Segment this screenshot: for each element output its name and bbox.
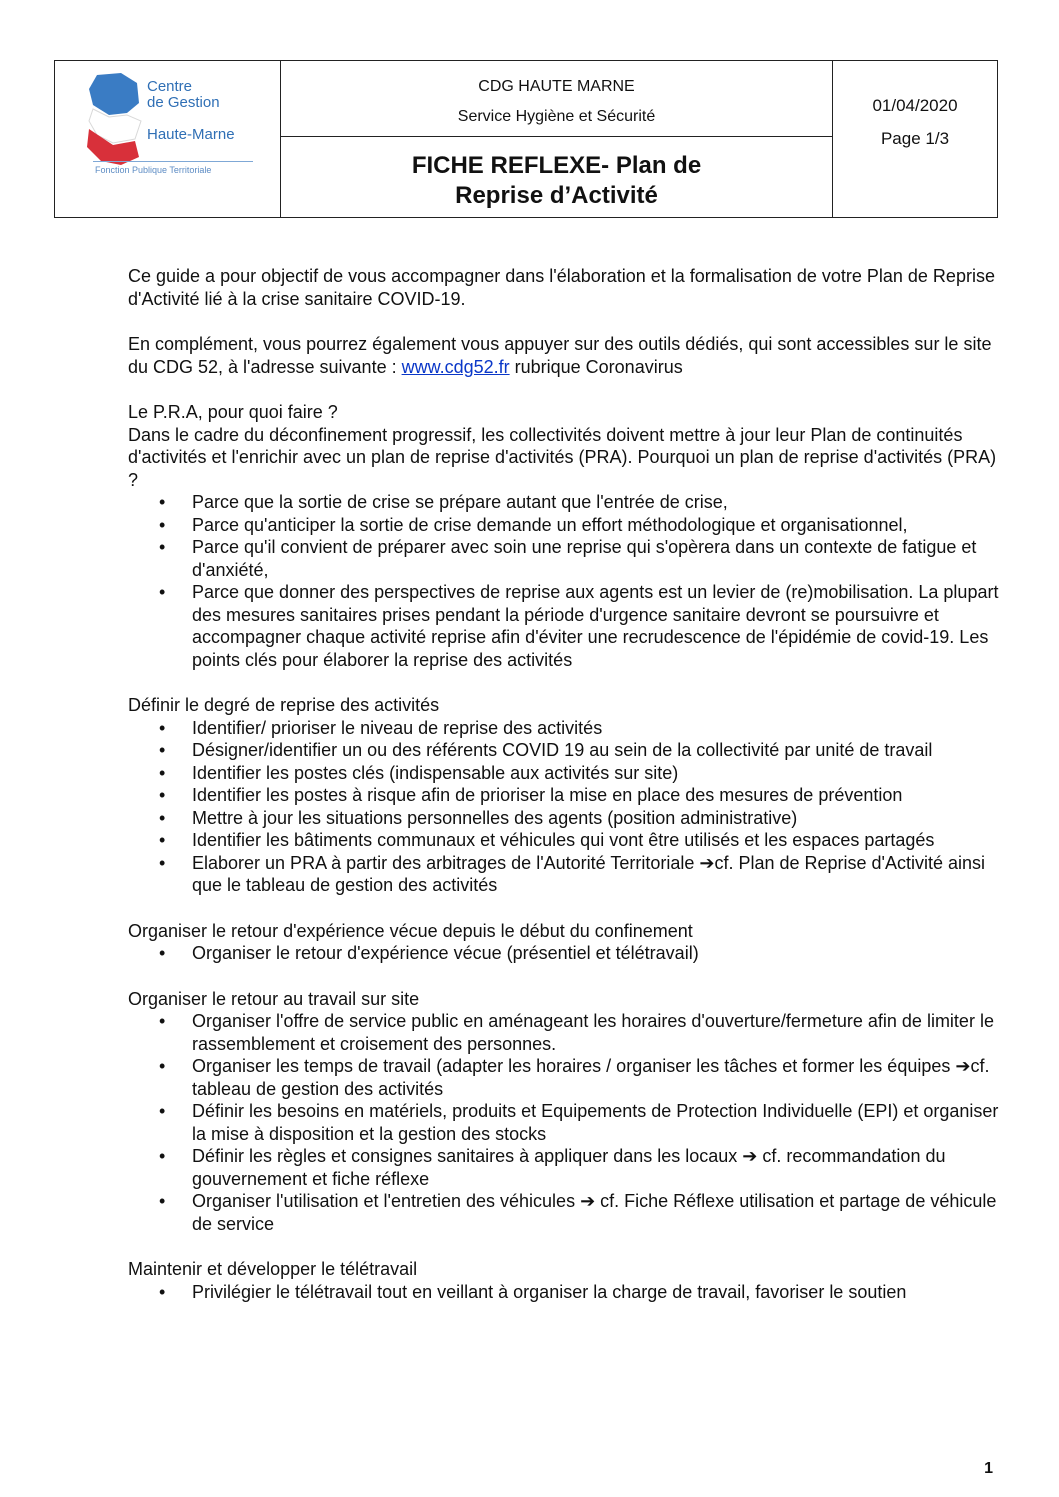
list-item: • Parce que la sortie de crise se prépare autant que l'entrée de crise, bbox=[128, 491, 1008, 514]
pra-text: Dans le cadre du déconfinement progressif, les collectivités doivent mettre à jour leur Plan de continuités d'activités et l'enrichir avec un plan de reprise d'activités (PRA). Pourquoi un plan de reprise d'activités (PRA) ? bbox=[128, 424, 997, 490]
header-meta-cell bbox=[833, 61, 997, 217]
list-item: • Parce qu'il convient de préparer avec soin une reprise qui s'opèrera dans un contexte de fatigue et d'anxiété, bbox=[128, 536, 1008, 581]
list-item: • Identifier les postes clés (indispensable aux activités sur site) bbox=[128, 762, 1008, 785]
document-title bbox=[281, 137, 832, 217]
list-item: • Parce qu'anticiper la sortie de crise demande un effort méthodologique et organisationnel, bbox=[128, 514, 1008, 537]
retour-title: Organiser le retour au travail sur site bbox=[128, 988, 420, 1009]
document-date: 01/04/2020 bbox=[872, 96, 958, 115]
header-org-cell bbox=[281, 61, 832, 137]
logo-cell bbox=[55, 61, 281, 217]
cdg52-link[interactable]: www.cdg52.fr bbox=[401, 356, 510, 377]
pra-list bbox=[128, 491, 1008, 671]
page-number: 1 bbox=[984, 1460, 993, 1477]
pra-title: Le P.R.A, pour quoi faire ? bbox=[128, 402, 338, 422]
list-item: • Organiser les temps de travail (adapter les horaires / organiser les tâches et former les équipes ➔cf. tableau de gestion des activités bbox=[128, 1055, 1008, 1100]
header-middle-cell bbox=[281, 61, 833, 217]
service-name: Service Hygiène et Sécurité bbox=[457, 108, 656, 125]
teletravail-list bbox=[128, 1281, 1008, 1304]
logo-divider bbox=[93, 161, 253, 162]
list-item: • Privilégier le télétravail tout en veillant à organiser la charge de travail, favoriser le soutien bbox=[128, 1281, 1008, 1304]
list-item: • Parce que donner des perspectives de reprise aux agents est un levier de (re)mobilisation. La plupart des mesures sanitaires prises pendant la période d'urgence sanitaire devront se poursuivre et accompagner chaque activité reprise afin d'éviter une recrudescence de l'épidémie de covid-19. Les points clés pour élaborer la reprise des activités bbox=[128, 581, 1008, 671]
teletravail-title: Maintenir et développer le télétravail bbox=[128, 1259, 418, 1279]
intro-p2-text: En complément, vous pourrez également vous appuyer sur des outils dédiés, qui sont accessibles sur le site du CDG 52, à l'adresse suivante : bbox=[128, 334, 992, 377]
list-item: • Identifier les postes à risque afin de prioriser la mise en place des mesures de prévention bbox=[128, 784, 1008, 807]
retex-list bbox=[128, 942, 1008, 965]
logo-text-line2: de Gestion bbox=[147, 94, 220, 111]
title-line-2: Reprise d’Activité bbox=[455, 182, 658, 209]
list-item: • Elaborer un PRA à partir des arbitrages de l'Autorité Territoriale ➔cf. Plan de Reprise d'Activité ainsi que le tableau de gestion des activités bbox=[128, 852, 1008, 897]
list-item: • Mettre à jour les situations personnelles des agents (position administrative) bbox=[128, 807, 1008, 830]
list-item: • Désigner/identifier un ou des référents COVID 19 au sein de la collectivité par unité de travail bbox=[128, 739, 1008, 762]
intro-paragraph-1: Ce guide a pour objectif de vous accompagner dans l'élaboration et la formalisation de votre Plan de Reprise d'Activité lié à la crise sanitaire COVID-19. bbox=[128, 266, 995, 309]
list-item: • Organiser l'offre de service public en aménageant les horaires d'ouverture/fermeture afin de limiter le rassemblement et croisement des personnes. bbox=[128, 1010, 1008, 1055]
logo-text-line1: Centre bbox=[147, 78, 193, 95]
retex-title: Organiser le retour d'expérience vécue depuis le début du confinement bbox=[128, 920, 693, 941]
list-item: • Identifier les bâtiments communaux et véhicules qui vont être utilisés et les espaces partagés bbox=[128, 829, 1008, 852]
list-item: • Organiser le retour d'expérience vécue (présentiel et télétravail) bbox=[128, 942, 1008, 965]
intro-paragraph-2 bbox=[128, 333, 1008, 378]
org-name: CDG HAUTE MARNE bbox=[478, 78, 635, 95]
list-item: • Organiser l'utilisation et l'entretien des véhicules ➔ cf. Fiche Réflexe utilisation et partage de véhicule de service bbox=[128, 1190, 1008, 1235]
degre-list bbox=[128, 717, 1008, 897]
list-item: • Identifier/ prioriser le niveau de reprise des activités bbox=[128, 717, 1008, 740]
list-item: • Définir les besoins en matériels, produits et Equipements de Protection Individuelle (EPI) et organiser la mise à disposition et la gestion des stocks bbox=[128, 1100, 1008, 1145]
intro-p2-suffix: rubrique Coronavirus bbox=[509, 356, 683, 377]
logo-subtitle: Fonction Publique Territoriale bbox=[95, 165, 212, 175]
document-header bbox=[54, 60, 998, 218]
title-line-1: FICHE REFLEXE- Plan de bbox=[411, 152, 702, 179]
retour-list bbox=[128, 1010, 1008, 1235]
document-body bbox=[128, 265, 1008, 1303]
document-page: Page 1/3 bbox=[880, 129, 950, 148]
degre-title: Définir le degré de reprise des activités bbox=[128, 695, 440, 715]
logo-text-line3: Haute-Marne bbox=[147, 126, 235, 143]
list-item: • Définir les règles et consignes sanitaires à appliquer dans les locaux ➔ cf. recommandation du gouvernement et fiche réflexe bbox=[128, 1145, 1008, 1190]
